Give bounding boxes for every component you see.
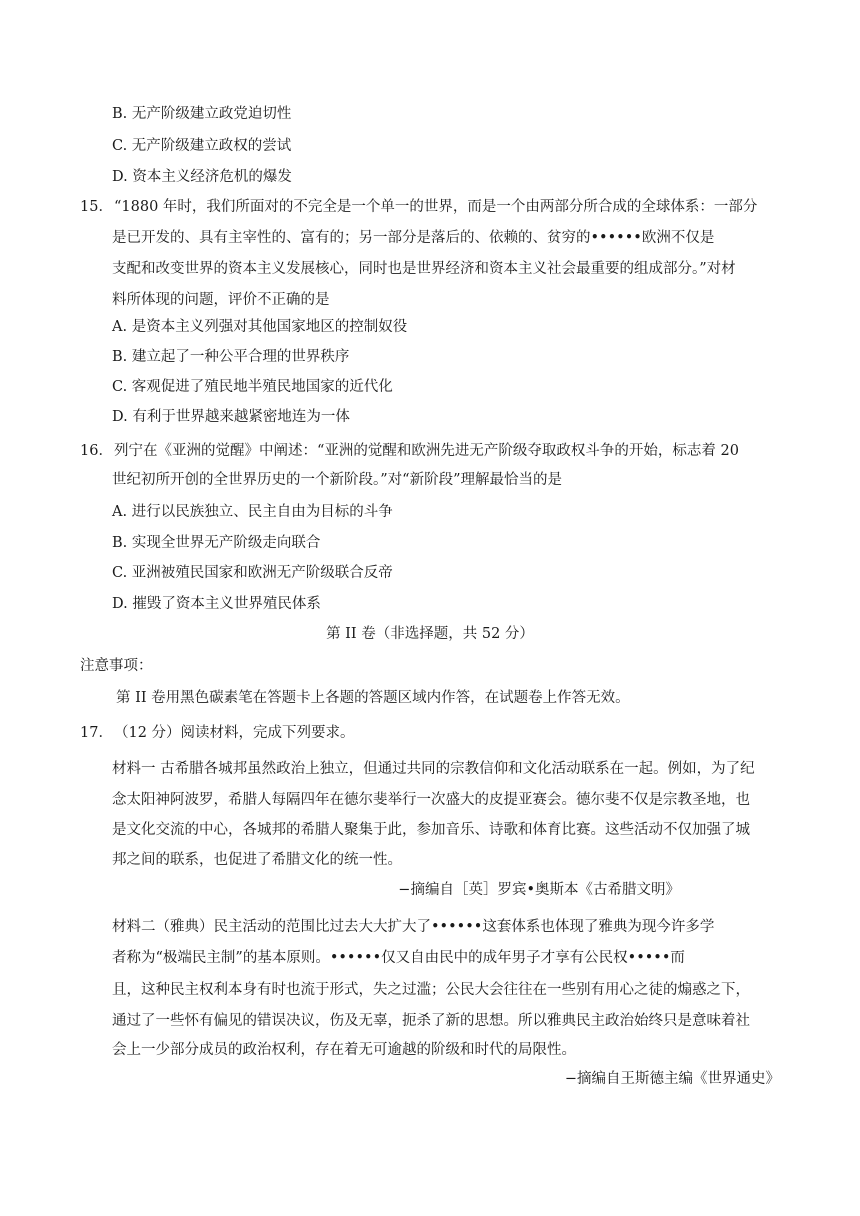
material2-line-3: 且，这种民主权利本身有时也流于形式，失之过滥；公民大会往往在一些别有用心之徒的煽惑之下， [112,982,750,998]
q15-stem-line-2: 是已开发的、具有主宰性的、富有的；另一部分是落后的、依赖的、贫穷的••••••欧洲不仅是 [112,230,715,246]
material2-source: −摘编自王斯德主编《世界通史》 [564,1071,780,1087]
q14-option-b: B. 无产阶级建立政党迫切性 [112,106,292,122]
material1-line-4: 邦之间的联系，也促进了希腊文化的统一性。 [112,852,402,868]
material2-line-4: 通过了一些怀有偏见的错误决议，伤及无辜，扼杀了新的思想。所以雅典民主政治始终只是意味着社 [112,1013,750,1029]
material2-line-5: 会上一少部分成员的政治权利，存在着无可逾越的阶级和时代的局限性。 [112,1042,576,1058]
q15-option-c: C. 客观促进了殖民地半殖民地国家的近代化 [112,379,393,395]
q15-stem-line-1: “1880 年时，我们所面对的不完全是一个单一的世界，而是一个由两部分所合成的全球体系：一部分 [114,199,758,215]
notice-text: 第 II 卷用黑色碳素笔在答题卡上各题的答题区域内作答，在试题卷上作答无效。 [116,690,630,706]
q15-stem-line-4: 料所体现的问题，评价不正确的是 [112,292,330,308]
q15-option-d: D. 有利于世界越来越紧密地连为一体 [112,409,350,425]
material1-line-1: 材料一 古希腊各城邦虽然政治上独立，但通过共同的宗教信仰和文化活动联系在一起。例如，为了纪 [112,761,755,777]
material1-source: −摘编自［英］罗宾•奥斯本《古希腊文明》 [398,882,680,898]
q14-option-d: D. 资本主义经济危机的爆发 [112,169,292,185]
q16-stem-line-1: 列宁在《亚洲的觉醒》中阐述：“亚洲的觉醒和欧洲先进无产阶级夺取政权斗争的开始，标志着 20 [114,443,739,459]
notice-label: 注意事项： [80,658,153,674]
q16-option-c: C. 亚洲被殖民国家和欧洲无产阶级联合反帝 [112,565,393,581]
q17-stem: （12 分）阅读材料，完成下列要求。 [114,725,355,741]
material1-line-3: 是文化交流的中心，各城邦的希腊人聚集于此，参加音乐、诗歌和体育比赛。这些活动不仅加强了城 [112,822,750,838]
section2-title: 第 II 卷（非选择题，共 52 分） [326,626,534,642]
q15-number: 15． [80,199,113,215]
q14-option-c: C. 无产阶级建立政权的尝试 [112,138,292,154]
material2-line-1: 材料二（雅典）民主活动的范围比过去大大扩大了••••••这套体系也体现了雅典为现今许多学 [112,919,715,935]
q16-option-b: B. 实现全世界无产阶级走向联合 [112,535,321,551]
q15-option-b: B. 建立起了一种公平合理的世界秩序 [112,349,350,365]
q16-option-d: D. 摧毁了资本主义世界殖民体系 [112,596,321,612]
q16-number: 16． [80,443,113,459]
q15-option-a: A. 是资本主义列强对其他国家地区的控制奴役 [112,319,408,335]
q16-option-a: A. 进行以民族独立、民主自由为目标的斗争 [112,504,393,520]
q16-stem-line-2: 世纪初所开创的全世界历史的一个新阶段。”对“新阶段”理解最恰当的是 [112,472,562,488]
q17-number: 17． [80,725,113,741]
material1-line-2: 念太阳神阿波罗，希腊人每隔四年在德尔斐举行一次盛大的皮提亚赛会。德尔斐不仅是宗教圣地，也 [112,792,750,808]
material2-line-2: 者称为“极端民主制”的基本原则。••••••仅又自由民中的成年男子才享有公民权•••••而 [112,950,685,966]
q15-stem-line-3: 支配和改变世界的资本主义发展核心，同时也是世界经济和资本主义社会最重要的组成部分。”对材 [112,261,736,277]
